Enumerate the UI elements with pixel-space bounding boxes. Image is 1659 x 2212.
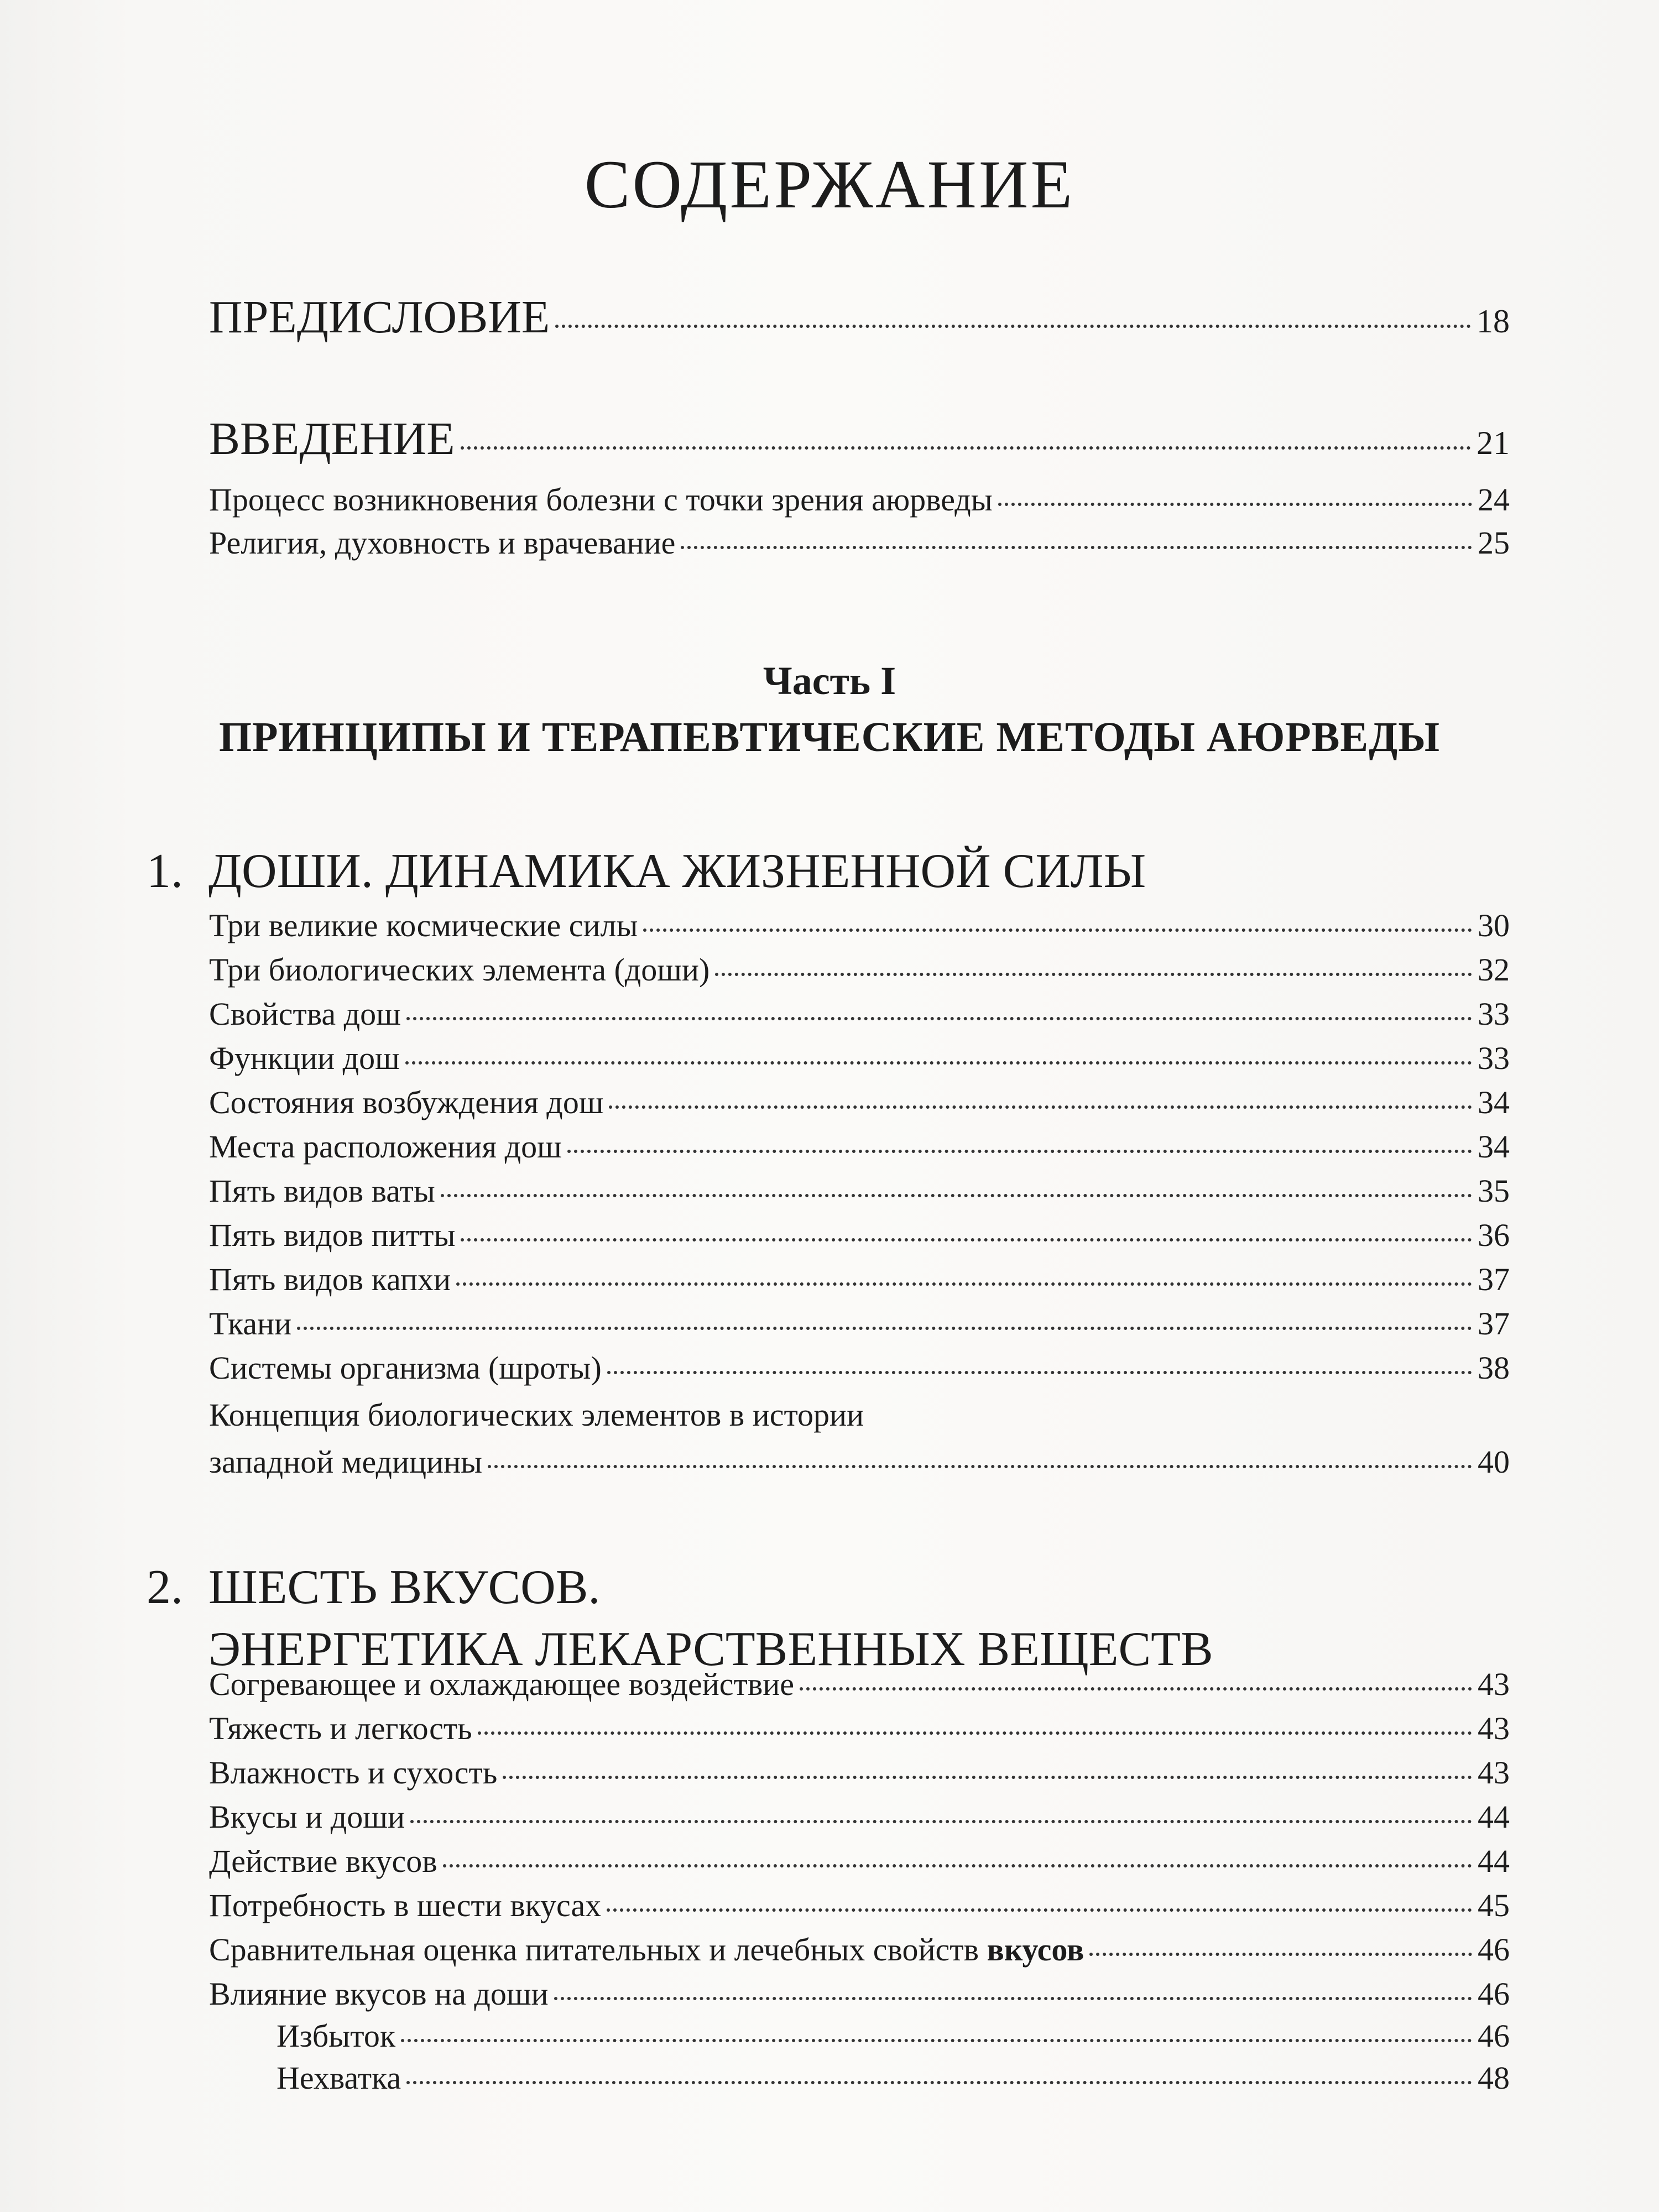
toc-entry-page: 38 [1478, 1350, 1510, 1386]
toc-entry[interactable] [209, 1975, 1510, 2012]
chapter-number: 2. [147, 1561, 183, 1614]
dot-leader [567, 1150, 1472, 1153]
toc-entry-page: 45 [1478, 1887, 1510, 1923]
toc-entry-page: 43 [1478, 1710, 1510, 1746]
toc-entry-title: Пять видов питты [209, 1217, 456, 1253]
toc-entry[interactable] [209, 1217, 1510, 1254]
dot-leader [456, 1282, 1472, 1286]
toc-entry[interactable] [209, 1931, 1510, 1968]
dot-leader [715, 973, 1472, 976]
chapter-number: 1. [147, 844, 183, 898]
toc-entry-title: Пять видов ваты [209, 1173, 435, 1209]
toc-entry-page: 35 [1478, 1173, 1510, 1209]
toc-entry-title: западной медицины [209, 1444, 483, 1480]
toc-entry-page: 34 [1478, 1129, 1510, 1165]
dot-leader [406, 1017, 1472, 1020]
chapter-heading-1[interactable] [147, 841, 1529, 902]
toc-entry-page: 46 [1478, 2018, 1510, 2054]
toc-entry-page: 46 [1478, 1976, 1510, 2012]
page-title: СОДЕРЖАНИЕ [584, 147, 1075, 223]
toc-entry-page: 46 [1478, 1932, 1510, 1968]
chapter-title: ШЕСТЬ ВКУСОВ. [208, 1561, 601, 1614]
toc-entry-page: 43 [1478, 1666, 1510, 1702]
toc-entry-page: 37 [1478, 1306, 1510, 1342]
toc-entry[interactable] [209, 1710, 1510, 1747]
toc-entry-title: Нехватка [276, 2060, 401, 2096]
toc-entry-page: 33 [1478, 1040, 1510, 1076]
dot-leader [1089, 1953, 1472, 1956]
toc-entry-page: 30 [1478, 907, 1510, 943]
toc-entry[interactable] [209, 1172, 1510, 1209]
toc-entry-page: 24 [1478, 482, 1510, 518]
toc-entry-title: Влажность и сухость [209, 1755, 498, 1791]
part-title: ПРИНЦИПЫ И ТЕРАПЕВТИЧЕСКИЕ МЕТОДЫ АЮРВЕДЫ [218, 714, 1441, 760]
chapter-title-line2: ЭНЕРГЕТИКА ЛЕКАРСТВЕННЫХ ВЕЩЕСТВ [208, 1623, 1213, 1676]
dot-leader [406, 2081, 1472, 2084]
dot-leader [443, 1864, 1472, 1867]
toc-entry-title: Функции дош [209, 1040, 400, 1076]
toc-entry-title: ВВЕДЕНИЕ [209, 413, 455, 465]
toc-entry-title-bold: вкусов [987, 1932, 1084, 1968]
dot-leader [800, 1687, 1472, 1691]
toc-entry-page: 44 [1478, 1799, 1510, 1835]
dot-leader [681, 546, 1472, 549]
toc-subentry[interactable] [276, 2059, 1510, 2096]
toc-entry[interactable] [209, 1754, 1510, 1791]
dot-leader [461, 1238, 1472, 1241]
dot-leader [461, 446, 1471, 450]
toc-entry-page: 48 [1478, 2060, 1510, 2096]
dot-leader [401, 2039, 1472, 2042]
toc-entry-page: 36 [1478, 1217, 1510, 1253]
toc-entry-page: 44 [1478, 1843, 1510, 1879]
toc-entry[interactable] [209, 1666, 1510, 1703]
toc-entry-title: Избыток [276, 2018, 396, 2054]
toc-entry-title [209, 1931, 1084, 1968]
toc-entry-title: Вкусы и доши [209, 1799, 405, 1835]
toc-entry[interactable] [209, 951, 1510, 988]
toc-entry-title: Места расположения дош [209, 1129, 562, 1165]
dot-leader [555, 325, 1471, 328]
toc-entry-title: Три великие космические силы [209, 907, 638, 943]
toc-entry-title: Процесс возникновения болезни с точки зрения аюрведы [209, 482, 993, 518]
toc-entry-title: Потребность в шести вкусах [209, 1887, 602, 1923]
toc-entry-title-text: Сравнительная оценка питательных и лечебных свойств [209, 1932, 979, 1968]
dot-leader [405, 1061, 1472, 1065]
dot-leader [503, 1776, 1472, 1779]
toc-entry[interactable] [209, 1305, 1510, 1342]
toc-entry-title-line[interactable]: Концепция биологических элементов в истории [209, 1397, 864, 1433]
chapter-title: ДОШИ. ДИНАМИКА ЖИЗНЕННОЙ СИЛЫ [208, 844, 1146, 898]
chapter-heading-2[interactable] [147, 1557, 1529, 1681]
toc-entry[interactable] [209, 995, 1510, 1032]
toc-entry[interactable] [209, 907, 1510, 944]
toc-entry-title: ПРЕДИСЛОВИЕ [209, 291, 550, 343]
dot-leader [488, 1465, 1472, 1468]
toc-entry[interactable] [209, 1040, 1510, 1077]
dot-leader [607, 1371, 1472, 1374]
dot-leader [554, 1997, 1472, 2000]
toc-entry-title: Свойства дош [209, 996, 401, 1032]
toc-entry-title: Влияние вкусов на доши [209, 1976, 549, 2012]
dot-leader [297, 1327, 1472, 1330]
toc-entry[interactable] [209, 1128, 1510, 1165]
part-label: Часть I [763, 659, 896, 703]
toc-entry-title: Тяжесть и легкость [209, 1710, 472, 1746]
dot-leader [609, 1105, 1472, 1109]
toc-entry-title: Три биологических элемента (доши) [209, 952, 710, 988]
toc-entry[interactable] [209, 524, 1510, 561]
toc-entry-page: 37 [1478, 1261, 1510, 1297]
toc-entry-title: Действие вкусов [209, 1843, 437, 1879]
toc-entry-page: 40 [1478, 1444, 1510, 1480]
toc-entry-page: 32 [1478, 952, 1510, 988]
toc-entry-title: Пять видов капхи [209, 1261, 451, 1297]
toc-entry[interactable] [209, 1798, 1510, 1835]
toc-entry-title: Ткани [209, 1306, 292, 1342]
toc-entry-page: 34 [1478, 1084, 1510, 1120]
toc-entry-page: 43 [1478, 1755, 1510, 1791]
toc-entry-title: Религия, духовность и врачевание [209, 525, 676, 561]
dot-leader [643, 928, 1472, 932]
toc-entry[interactable] [209, 1261, 1510, 1298]
toc-entry-page: 33 [1478, 996, 1510, 1032]
toc-entry[interactable] [209, 1443, 1510, 1480]
dot-leader [441, 1194, 1472, 1197]
toc-entry-title: Системы организма (шроты) [209, 1350, 602, 1386]
toc-entry[interactable] [209, 1349, 1510, 1386]
dot-leader [410, 1820, 1472, 1823]
toc-entry[interactable] [209, 1887, 1510, 1924]
dot-leader [998, 503, 1472, 506]
toc-entry[interactable] [209, 1084, 1510, 1121]
toc-entry[interactable] [209, 1843, 1510, 1880]
toc-entry-title: Состояния возбуждения дош [209, 1084, 604, 1120]
dot-leader [607, 1908, 1472, 1912]
toc-entry-page: 18 [1477, 303, 1510, 340]
dot-leader [478, 1731, 1472, 1735]
toc-entry-page: 25 [1478, 525, 1510, 561]
toc-entry-title: Согревающее и охлаждающее воздействие [209, 1666, 795, 1702]
toc-subentry[interactable] [276, 2017, 1510, 2054]
toc-entry-page: 21 [1477, 425, 1510, 461]
toc-entry[interactable] [209, 481, 1510, 518]
toc-entry-preface[interactable] [209, 290, 1510, 344]
toc-entry-introduction[interactable] [209, 412, 1510, 466]
